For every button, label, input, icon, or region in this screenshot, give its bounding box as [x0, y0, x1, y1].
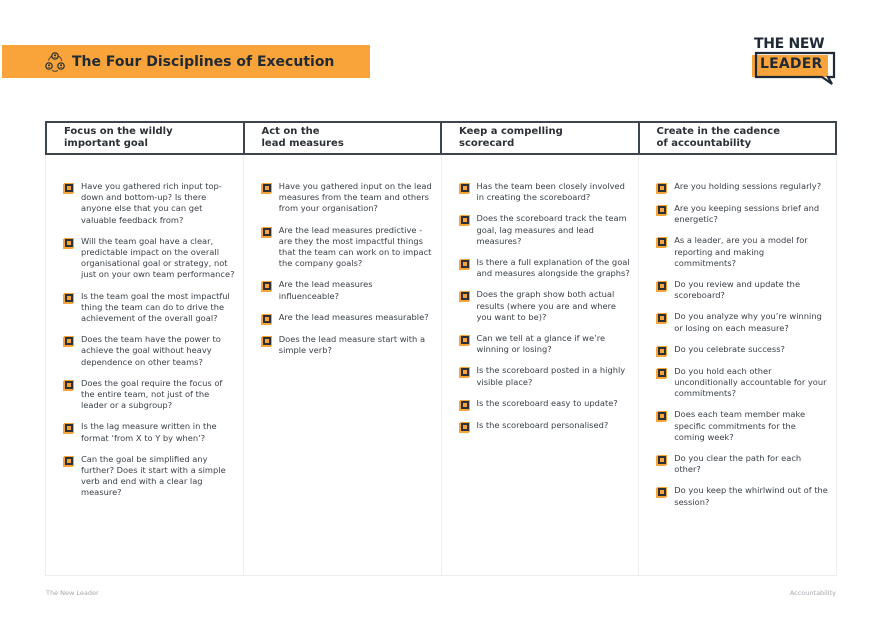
checklist-item [262, 181, 433, 215]
checkbox-icon[interactable] [460, 422, 470, 432]
checkbox-icon[interactable] [262, 183, 272, 193]
checkbox-icon[interactable] [657, 487, 667, 497]
checklist-question: Is the team goal the most impactful thing the team can do to drive the achievement of the overall goal? [81, 290, 230, 324]
column-scorecard [441, 155, 639, 575]
checklist-item [657, 279, 828, 301]
checklist-item [657, 203, 828, 225]
checkbox-icon[interactable] [460, 400, 470, 410]
checklist-question: Have you gathered input on the lead measures from the team and others from your organisation? [278, 181, 432, 214]
checkbox-icon[interactable] [460, 367, 470, 377]
checklist-item [657, 181, 828, 193]
checkbox-icon[interactable] [657, 346, 667, 356]
checkbox-icon[interactable] [262, 336, 272, 346]
checklist-item [460, 420, 631, 432]
logo-line-2: LEADER [760, 56, 823, 72]
checklist-question: Has the team been closely involved in creating the scoreboard? [476, 181, 625, 203]
checklist-item [64, 236, 235, 281]
checkbox-icon[interactable] [460, 335, 470, 345]
checkbox-icon[interactable] [262, 227, 272, 237]
checklist-item [460, 289, 631, 323]
checkbox-icon[interactable] [262, 281, 272, 291]
column-header-2: Act on the lead measures [243, 123, 441, 153]
checklist-item [657, 453, 828, 475]
checkbox-icon[interactable] [64, 336, 74, 346]
checkbox-icon[interactable] [657, 205, 667, 215]
checklist-question: Is the scoreboard personalised? [476, 419, 609, 430]
team-cycle-icon [44, 51, 66, 73]
checklist-item [460, 333, 631, 355]
checkbox-icon[interactable] [64, 423, 74, 433]
checklist-question: Are the lead measures predictive - are they the most impactful things that the team can work on to impact the company goals? [278, 224, 432, 269]
checklist-item [657, 485, 828, 507]
checkbox-icon[interactable] [657, 237, 667, 247]
page-title: The Four Disciplines of Execution [72, 53, 335, 70]
column-accountability [638, 155, 836, 575]
checklist-question: Does the graph show both actual results (where you are and where you want to be)? [476, 289, 616, 322]
checklist-question: Does the team have the power to achieve the goal without heavy dependence on other teams? [81, 334, 221, 367]
checklist-item [460, 213, 631, 247]
checkbox-icon[interactable] [460, 259, 470, 269]
checklist-question: Have you gathered rich input top-down and bottom-up? Is there anyone else that you can get valuable feedback from? [81, 181, 222, 225]
checklist-question: Are the lead measures measurable? [278, 311, 429, 322]
checklist-question: Is the lag measure written in the format ‘from X to Y by when’? [81, 421, 217, 443]
checklist-question: Are the lead measures influenceable? [278, 279, 373, 301]
checklist-question: Are you keeping sessions brief and energetic? [674, 203, 820, 225]
checklist-question: Do you hold each other unconditionally accountable for your commitments? [674, 365, 827, 399]
checklist-question: Is there a full explanation of the goal and measures alongside the graphs? [476, 257, 630, 279]
checklist-question: Do you celebrate success? [674, 343, 785, 354]
disciplines-table [45, 121, 837, 576]
brand-logo [752, 36, 838, 86]
checklist-item [64, 378, 235, 412]
checkbox-icon[interactable] [460, 215, 470, 225]
checkbox-icon[interactable] [657, 368, 667, 378]
checkbox-icon[interactable] [64, 293, 74, 303]
checklist-question: Does the scoreboard track the team goal, lag measures and lead measures? [476, 213, 627, 246]
checklist-item [64, 291, 235, 325]
logo-line-1: THE NEW [754, 36, 825, 52]
checkbox-icon[interactable] [657, 455, 667, 465]
checklist-item [460, 398, 631, 410]
checklist-item [657, 311, 828, 333]
checkbox-icon[interactable] [64, 183, 74, 193]
checkbox-icon[interactable] [64, 238, 74, 248]
checkbox-icon[interactable] [64, 456, 74, 466]
column-header-4: Create in the cadence of accountability [638, 123, 836, 153]
checklist-question: Are you holding sessions regularly? [674, 181, 822, 191]
checkbox-icon[interactable] [460, 183, 470, 193]
checklist-item [460, 257, 631, 279]
checklist-question: Can the goal be simplified any further? Does it start with a simple verb and end with a clear lag measure? [81, 453, 226, 498]
checklist-item [262, 312, 433, 324]
table-header-row [45, 121, 837, 155]
checklist-item [657, 366, 828, 400]
table-body-row [45, 155, 837, 576]
checklist-question: Does the lead measure start with a simple verb? [278, 333, 426, 356]
checklist-item [657, 409, 828, 443]
checklist-question: Does the goal require the focus of the entire team, not just of the leader or a subgroup? [81, 377, 223, 411]
checklist-item [64, 181, 235, 226]
checklist-question: Is the scoreboard easy to update? [476, 397, 618, 408]
checklist-item [657, 235, 828, 269]
checkbox-icon[interactable] [460, 291, 470, 301]
checklist-item [262, 279, 433, 301]
checkbox-icon[interactable] [657, 281, 667, 291]
checklist-item [262, 225, 433, 270]
checkbox-icon[interactable] [262, 314, 272, 324]
column-lead-measures [243, 155, 441, 575]
checkbox-icon[interactable] [657, 313, 667, 323]
checklist-item [262, 334, 433, 356]
checklist-item [64, 454, 235, 499]
checklist-question: Does each team member make specific commitments for the coming week? [674, 409, 806, 442]
checklist-item [64, 421, 235, 443]
checklist-question: Do you analyze why you’re winning or losing on each measure? [674, 311, 822, 333]
checklist-question: Can we tell at a glance if we’re winning or losing? [476, 333, 606, 355]
checklist-item [657, 344, 828, 356]
column-header-3: Keep a compelling scorecard [440, 123, 638, 153]
checklist-item [460, 365, 631, 387]
checklist-question: As a leader, are you a model for reporting and making commitments? [674, 235, 808, 268]
checkbox-icon[interactable] [64, 380, 74, 390]
column-header-1: Focus on the wildly important goal [64, 126, 173, 149]
checklist-question: Is the scoreboard posted in a highly visible place? [476, 365, 626, 387]
checklist-item [460, 181, 631, 203]
checklist-question: Do you review and update the scoreboard? [674, 279, 801, 301]
checklist-question: Will the team goal have a clear, predictable impact on the overall organisational goal or strategy, not just on your own team performance? [81, 235, 235, 280]
checkbox-icon[interactable] [657, 183, 667, 193]
checklist-item [64, 334, 235, 368]
checklist-question: Do you keep the whirlwind out of the session? [674, 485, 828, 507]
checklist-question: Do you clear the path for each other? [674, 453, 802, 475]
footer-brand: The New Leader [46, 589, 99, 597]
checkbox-icon[interactable] [657, 411, 667, 421]
column-focus-goal [46, 155, 243, 575]
title-banner [2, 45, 370, 78]
footer-section: Accountability [789, 589, 836, 597]
